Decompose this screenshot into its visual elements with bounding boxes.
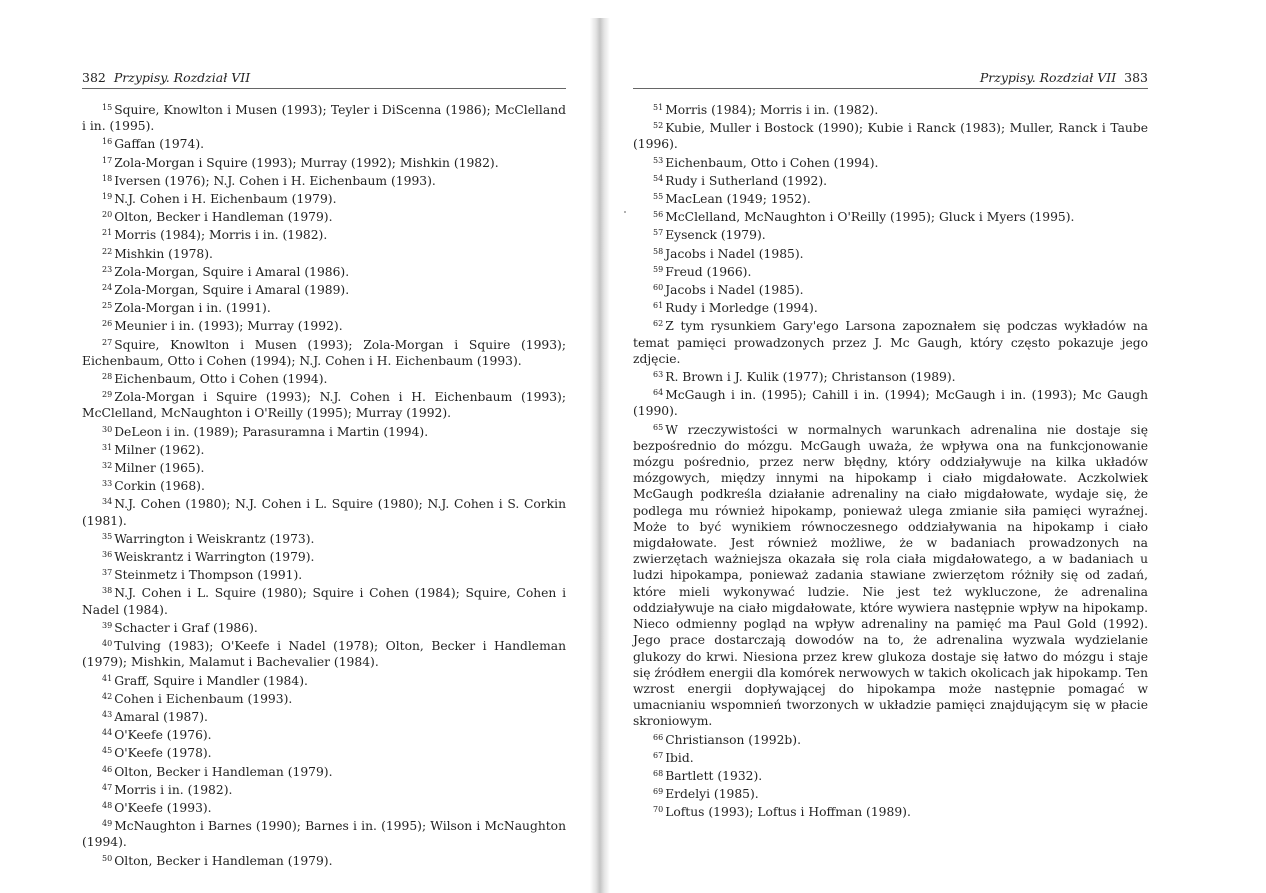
footnote xyxy=(82,422,566,440)
footnote-text: McNaughton i Barnes (1990); Barnes i in. (1995); Wilson i McNaughton (1994). xyxy=(82,819,566,850)
footnote-number: 65 xyxy=(653,422,664,432)
footnote xyxy=(82,798,566,816)
footnote xyxy=(82,671,566,689)
footnote-text: N.J. Cohen i L. Squire (1980); Squire i Cohen (1984); Squire, Cohen i Nadel (1984). xyxy=(82,586,566,617)
footnote-number: 53 xyxy=(653,155,664,165)
footnote-number: 29 xyxy=(102,390,113,400)
footnote-text: Rudy i Morledge (1994). xyxy=(665,301,818,316)
footnote xyxy=(82,153,566,171)
footnote-number: 61 xyxy=(653,301,664,311)
footnote-number: 19 xyxy=(102,192,113,202)
footnote-text: Morris (1984); Morris i in. (1982). xyxy=(114,228,328,243)
footnote-text: Weiskrantz i Warrington (1979). xyxy=(114,550,315,565)
footnote-text: Squire, Knowlton i Musen (1993); Teyler i DiScenna (1986); McClelland i in. (1995). xyxy=(82,103,566,134)
footnote-number: 38 xyxy=(102,586,113,596)
footnote-number: 63 xyxy=(653,370,664,380)
right-page xyxy=(609,0,1266,893)
footnote-text: Zola-Morgan i in. (1991). xyxy=(114,301,271,316)
footnote-text: Christianson (1992b). xyxy=(665,732,801,747)
footnote-text: Graff, Squire i Mandler (1984). xyxy=(114,673,308,688)
footnote xyxy=(82,565,566,583)
footnote-number: 24 xyxy=(102,283,113,293)
left-page-number: 382 xyxy=(82,70,106,85)
footnote-number: 25 xyxy=(102,301,113,311)
footnote-text: Tulving (1983); O'Keefe i Nadel (1978); Olton, Becker i Handleman (1979); Mishkin, Malamut i Bachevalier (1984). xyxy=(82,639,566,670)
footnote xyxy=(82,280,566,298)
footnote-number: 43 xyxy=(102,709,113,719)
footnote xyxy=(633,367,1148,385)
footnote-number: 52 xyxy=(653,121,664,131)
footnote-text: Jacobs i Nadel (1985). xyxy=(665,283,804,298)
footnote xyxy=(633,244,1148,262)
footnote-text: Olton, Becker i Handleman (1979). xyxy=(114,764,333,779)
footnote-text: N.J. Cohen i H. Eichenbaum (1979). xyxy=(114,192,337,207)
footnote-text: Jacobs i Nadel (1985). xyxy=(665,246,804,261)
footnote xyxy=(82,387,566,421)
footnote-text: Squire, Knowlton i Musen (1993); Zola-Morgan i Squire (1993); Eichenbaum, Otto i Cohen (1994); N.J. Cohen i H. Eichenbaum (1993). xyxy=(82,337,566,368)
footnote-text: Milner (1962). xyxy=(114,442,205,457)
footnote xyxy=(82,529,566,547)
footnote xyxy=(633,225,1148,243)
footnote-number: 18 xyxy=(102,173,113,183)
footnote-text: Cohen i Eichenbaum (1993). xyxy=(114,691,293,706)
footnote xyxy=(633,171,1148,189)
footnote-number: 28 xyxy=(102,372,113,382)
footnote xyxy=(82,458,566,476)
footnote-text: R. Brown i J. Kulik (1977); Christanson (1989). xyxy=(665,370,956,385)
footnote-text: Eichenbaum, Otto i Cohen (1994). xyxy=(114,372,328,387)
left-footnotes-list xyxy=(82,100,566,869)
footnote-text: Schacter i Graf (1986). xyxy=(114,620,258,635)
footnote-number: 32 xyxy=(102,461,113,471)
footnote-text: Morris (1984); Morris i in. (1982). xyxy=(665,103,879,117)
footnote-text: Rudy i Sutherland (1992). xyxy=(665,173,828,188)
footnote-number: 60 xyxy=(653,283,664,293)
footnote xyxy=(82,244,566,262)
footnote-number: 57 xyxy=(653,228,664,238)
footnote xyxy=(633,748,1148,766)
footnote xyxy=(633,730,1148,748)
footnote-number: 45 xyxy=(102,746,113,756)
footnote xyxy=(82,476,566,494)
footnote xyxy=(82,207,566,225)
footnote-number: 58 xyxy=(653,246,664,256)
footnote-text: O'Keefe (1976). xyxy=(114,728,212,743)
footnote-text: Gaffan (1974). xyxy=(114,137,205,152)
footnote xyxy=(633,766,1148,784)
footnote-text: Ibid. xyxy=(665,750,694,765)
footnote-number: 48 xyxy=(102,800,113,810)
footnote-number: 40 xyxy=(102,639,113,649)
footnote-text: McGaugh i in. (1995); Cahill i in. (1994); McGaugh i in. (1993); Mc Gaugh (1990). xyxy=(633,388,1148,419)
footnote-text: Eichenbaum, Otto i Cohen (1994). xyxy=(665,155,879,170)
footnote-text: Morris i in. (1982). xyxy=(114,782,233,797)
footnote-number: 62 xyxy=(653,319,664,329)
footnote-text: Loftus (1993); Loftus i Hoffman (1989). xyxy=(665,805,911,820)
footnote xyxy=(82,335,566,369)
footnote xyxy=(82,725,566,743)
footnote xyxy=(82,189,566,207)
footnote-number: 27 xyxy=(102,337,113,347)
footnote-text: Freud (1966). xyxy=(665,264,752,279)
footnote xyxy=(82,494,566,528)
footnote xyxy=(633,385,1148,419)
footnote xyxy=(82,636,566,670)
footnote-text: MacLean (1949; 1952). xyxy=(665,192,811,207)
footnote-number: 69 xyxy=(653,787,664,797)
footnote-number: 36 xyxy=(102,550,113,560)
footnote-text: N.J. Cohen (1980); N.J. Cohen i L. Squire (1980); N.J. Cohen i S. Corkin (1981). xyxy=(82,497,566,528)
footnote-text: Steinmetz i Thompson (1991). xyxy=(114,568,303,583)
footnote-text: DeLeon i in. (1989); Parasuramna i Martin (1994). xyxy=(114,424,429,439)
footnote-number: 23 xyxy=(102,264,113,274)
footnote xyxy=(82,100,566,134)
footnote xyxy=(82,816,566,850)
footnote xyxy=(633,153,1148,171)
footnote-number: 34 xyxy=(102,497,113,507)
footnote-number: 31 xyxy=(102,442,113,452)
footnote-number: 26 xyxy=(102,319,113,329)
footnote-text: Zola-Morgan, Squire i Amaral (1986). xyxy=(114,264,350,279)
scan-speck xyxy=(624,211,626,213)
footnote xyxy=(82,225,566,243)
footnote xyxy=(633,802,1148,820)
footnote-number: 55 xyxy=(653,192,664,202)
footnote-number: 30 xyxy=(102,424,113,434)
footnote-number: 54 xyxy=(653,173,664,183)
footnote xyxy=(82,689,566,707)
footnote xyxy=(633,280,1148,298)
footnote xyxy=(633,207,1148,225)
footnote-text: Warrington i Weiskrantz (1973). xyxy=(114,531,315,546)
footnote-number: 56 xyxy=(653,210,664,220)
footnote-text: Amaral (1987). xyxy=(114,709,208,724)
footnote-text: Kubie, Muller i Bostock (1990); Kubie i Ranck (1983); Muller, Ranck i Taube (1996). xyxy=(633,121,1148,152)
footnote-number: 33 xyxy=(102,479,113,489)
footnote xyxy=(82,262,566,280)
footnote xyxy=(82,583,566,617)
footnote xyxy=(633,118,1148,152)
footnote xyxy=(82,369,566,387)
footnote xyxy=(82,780,566,798)
footnote xyxy=(633,420,1148,730)
footnote-text: W rzeczywistości w normalnych warunkach adrenalina nie dostaje się bezpośrednio do mózgu. McGaugh uważa, że wpływa ona na funkcjonowanie mózgu pośrednio, przez nerw błędny, który oddziaływuje na kilka układów mózgowych, między innymi na hipokamp i ciało migdałowate. Aczkolwiek McGaugh podkreśla działanie adrenaliny na ciało migdałowate, wydaje się, że podlega mu również hipokamp, ponieważ ulega zmianie siła pamięci wyraźnej. Może to być wynikiem równoczesnego oddziaływania na hipokamp i ciało migdałowate. Jest również możliwe, że w badaniach prowadzonych na zwierzętach ważniejsza okazała się rola ciała migdałowatego, a w badaniach u ludzi hipokampa, ponieważ zadania stawiane zwierzętom różniły się od zadań, które mieli wykonywać ludzie. Nie jest też wykluczone, że adrenalina oddziaływuje na ciało migdałowate, które wywiera następnie wpływ na hipokamp. Nieco odmienny pogląd na wpływ adrenaliny na pamięć ma Paul Gold (1992). Jego prace dostarczają dowodów na to, że adrenalina wyzwala wydzielanie glukozy do krwi. Niesiona przez krew glukoza dostaje się łatwo do mózgu i staje się źródłem energii dla komórek nerwowych w takich okolicach jak hipokamp. Ten wzrost energii dopływającej do hipokampa może następnie pomagać w umacnianiu wspomnień tworzonych w układzie pamięci znajdującym się w płacie skroniowym. xyxy=(633,422,1148,729)
footnote-number: 22 xyxy=(102,246,113,256)
right-page-header xyxy=(633,70,1148,89)
footnote-number: 39 xyxy=(102,620,113,630)
footnote xyxy=(633,100,1148,118)
right-running-head: Przypisy. Rozdział VII xyxy=(979,70,1117,85)
footnote-text: O'Keefe (1993). xyxy=(114,800,212,815)
book-gutter-shadow xyxy=(590,18,610,893)
left-page-header xyxy=(82,70,566,89)
footnote-number: 37 xyxy=(102,568,113,578)
footnote-number: 42 xyxy=(102,691,113,701)
footnote-number: 21 xyxy=(102,228,113,238)
footnote xyxy=(633,784,1148,802)
footnote-text: Iversen (1976); N.J. Cohen i H. Eichenbaum (1993). xyxy=(114,173,436,188)
footnote-number: 35 xyxy=(102,531,113,541)
footnote-number: 44 xyxy=(102,728,113,738)
footnote xyxy=(82,547,566,565)
footnote-text: Eysenck (1979). xyxy=(665,228,766,243)
footnote xyxy=(633,189,1148,207)
footnote-number: 20 xyxy=(102,210,113,220)
footnote-number: 70 xyxy=(653,805,664,815)
footnote-text: Mishkin (1978). xyxy=(114,246,213,261)
footnote xyxy=(82,171,566,189)
footnote-number: 64 xyxy=(653,388,664,398)
footnote-text: Z tym rysunkiem Gary'ego Larsona zapoznałem się podczas wykładów na temat pamięci prowadzonych przez J. Mc Gaugh, który często pokazuje jego zdjęcie. xyxy=(633,319,1148,366)
left-page xyxy=(0,0,597,893)
footnote-number: 46 xyxy=(102,764,113,774)
footnote xyxy=(82,707,566,725)
footnote-text: Zola-Morgan, Squire i Amaral (1989). xyxy=(114,283,350,298)
footnote-number: 16 xyxy=(102,137,113,147)
footnote xyxy=(82,618,566,636)
footnote-text: Zola-Morgan i Squire (1993); N.J. Cohen i H. Eichenbaum (1993); McClelland, McNaughton i O'Reilly (1995); Murray (1992). xyxy=(82,390,566,421)
footnote xyxy=(82,440,566,458)
footnote-text: Erdelyi (1985). xyxy=(665,787,759,802)
footnote-number: 59 xyxy=(653,264,664,274)
footnote-number: 49 xyxy=(102,819,113,829)
footnote xyxy=(82,134,566,152)
right-page-number: 383 xyxy=(1124,70,1148,85)
right-footnotes-list xyxy=(633,100,1148,821)
footnote-text: McClelland, McNaughton i O'Reilly (1995); Gluck i Myers (1995). xyxy=(665,210,1075,225)
footnote-number: 41 xyxy=(102,673,113,683)
footnote xyxy=(82,762,566,780)
footnote xyxy=(633,262,1148,280)
footnote-number: 68 xyxy=(653,768,664,778)
footnote-number: 47 xyxy=(102,782,113,792)
footnote-number: 67 xyxy=(653,750,664,760)
footnote-text: Olton, Becker i Handleman (1979). xyxy=(114,210,333,225)
footnote-text: Meunier i in. (1993); Murray (1992). xyxy=(114,319,343,334)
footnote-text: O'Keefe (1978). xyxy=(114,746,212,761)
footnote-number: 50 xyxy=(102,853,113,863)
footnote xyxy=(82,298,566,316)
footnote-text: Olton, Becker i Handleman (1979). xyxy=(114,853,333,868)
footnote-text: Corkin (1968). xyxy=(114,479,205,494)
footnote xyxy=(82,851,566,869)
footnote-number: 15 xyxy=(102,103,113,112)
footnote-text: Milner (1965). xyxy=(114,461,205,476)
footnote-number: 66 xyxy=(653,732,664,742)
footnote xyxy=(633,298,1148,316)
footnote xyxy=(82,316,566,334)
footnote xyxy=(82,743,566,761)
left-running-head: Przypisy. Rozdział VII xyxy=(113,70,251,85)
footnote xyxy=(633,316,1148,367)
footnote-text: Zola-Morgan i Squire (1993); Murray (1992); Mishkin (1982). xyxy=(114,155,499,170)
footnote-number: 51 xyxy=(653,103,664,112)
footnote-number: 17 xyxy=(102,155,113,165)
footnote-text: Bartlett (1932). xyxy=(665,768,763,783)
